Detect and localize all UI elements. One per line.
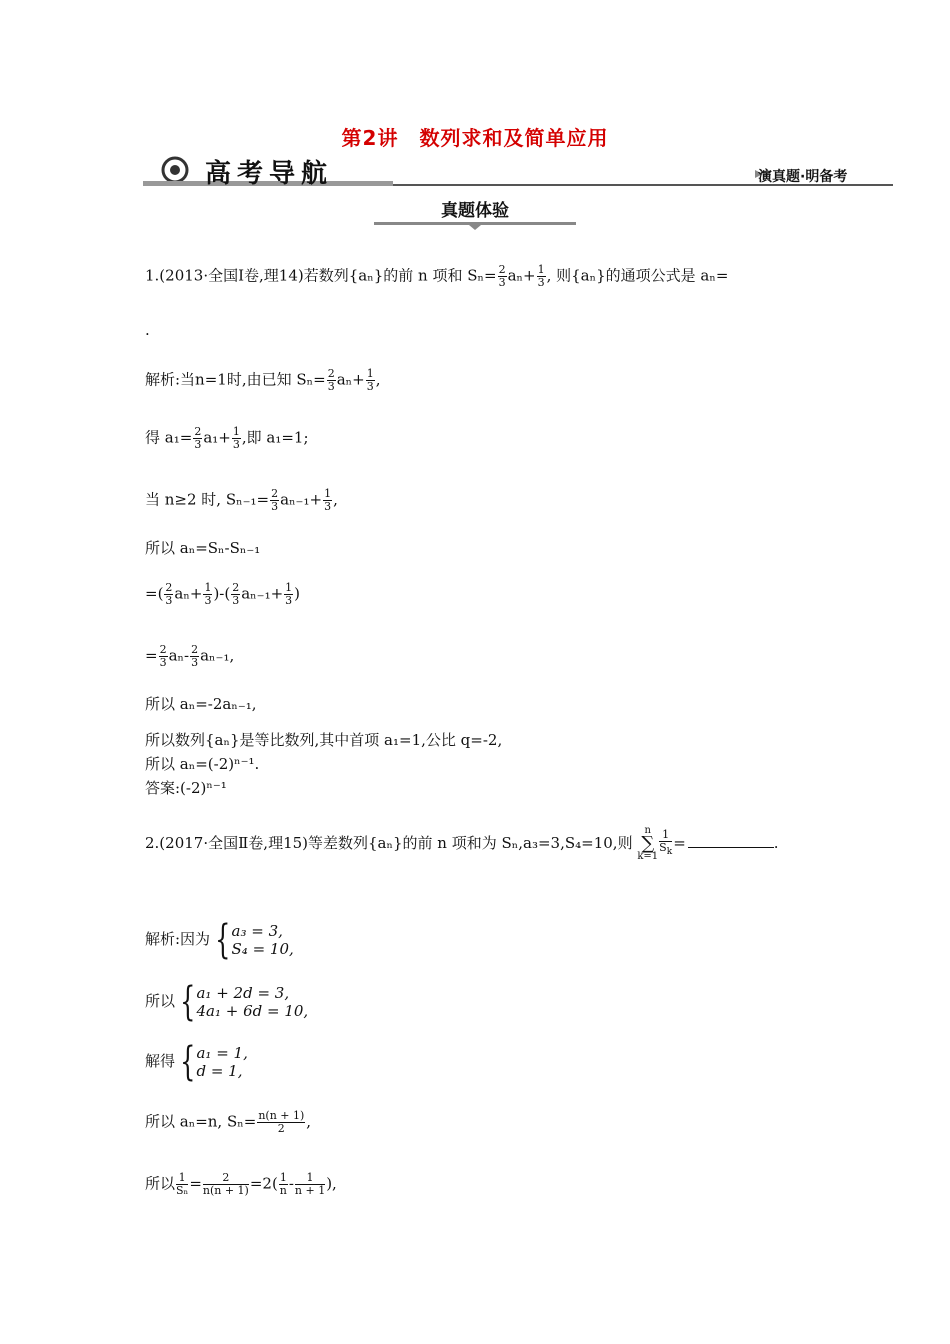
q1-sol-5: =( $\frac{2}{3}$ aₙ+ $\frac{1}{3}$ )-( $\frac{2}{3}$ aₙ₋₁+ $\frac{1}{3}$ ) <box>145 581 301 607</box>
banner-title: 高考导航 <box>205 159 334 189</box>
q1-sol-7: 所以 aₙ=-2aₙ₋₁, <box>145 695 257 713</box>
q1-answer: 答案:(-2)ⁿ⁻¹ <box>145 779 227 797</box>
q2-sol-3: 解得 { a₁ = 1, d = 1, <box>145 1039 248 1085</box>
q2-sol-5: 所以 $\frac{1}{\text{Sₙ}}$ = $\frac{2}{n(n + 1)}$ =2( $\frac{1}{n}$ - $\frac{1}{n + 1}$ ), <box>145 1171 337 1197</box>
q1-sol-8: 所以数列{aₙ}是等比数列,其中首项 a₁=1,公比 q=-2, <box>145 731 503 749</box>
page-title: 第2讲 数列求和及简单应用 <box>341 126 609 150</box>
q1-sol-2: 得 a₁= $\frac{2}{3}$ a₁+ $\frac{1}{3}$ ,即 a₁=1; <box>145 425 309 451</box>
q1-sol-9: 所以 aₙ=(-2)ⁿ⁻¹. <box>145 755 260 773</box>
q2-sol-1: 解析:因为 { a₃ = 3, S₄ = 10, <box>145 917 294 963</box>
q1-sol-4: 所以 aₙ=Sₙ-Sₙ₋₁ <box>145 539 261 557</box>
banner-subtitle: 演真题·明备考 <box>758 169 848 185</box>
q1-sol-3: 当 n≥2 时, Sₙ₋₁= $\frac{2}{3}$ aₙ₋₁+ $\frac{1}{3}$ , <box>145 487 338 513</box>
q2-sol-2: 所以 { a₁ + 2d = 3, 4a₁ + 6d = 10, <box>145 979 309 1025</box>
section-heading: 真题体验 <box>441 201 509 221</box>
q2-sol-4: 所以 aₙ=n, Sₙ= $\frac{n(n + 1)}{2}$ , <box>145 1109 312 1135</box>
answer-blank[interactable] <box>688 847 774 848</box>
q1-sol-6: = $\frac{2}{3}$ aₙ- $\frac{2}{3}$ aₙ₋₁, <box>145 643 235 669</box>
q2-stem: 2.(2017·全国Ⅱ卷,理15)等差数列{aₙ}的前 n 项和为 Sₙ,a₃=3,S₄=10,则 n ∑ k=1 $\frac{1}{S_k}$ = . <box>145 825 779 862</box>
q1-stem: 1.(2013·全国Ⅰ卷,理14)若数列{aₙ}的前 n 项和 Sₙ= $\frac{2}{3}$ aₙ+ $\frac{1}{3}$ , 则{aₙ}的通项公式是 aₙ= <box>145 263 729 289</box>
q1-dot: . <box>145 321 150 339</box>
q1-sol-1: 解析:当n=1时,由已知 Sₙ= $\frac{2}{3}$ aₙ+ $\frac{1}{3}$ , <box>145 367 381 393</box>
